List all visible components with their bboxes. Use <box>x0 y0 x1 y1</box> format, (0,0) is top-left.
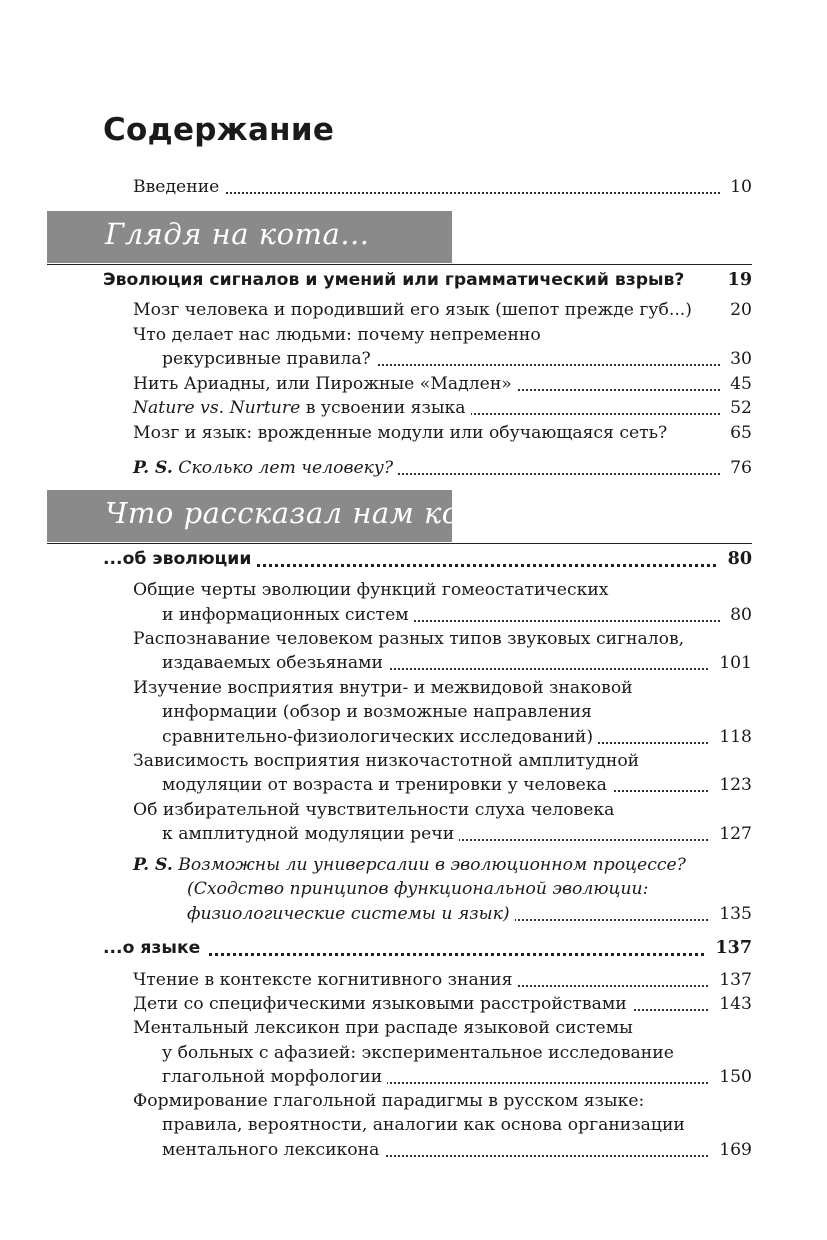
toc-section-language[interactable] <box>103 935 752 962</box>
toc-entry[interactable] <box>133 1065 752 1090</box>
toc-entry-title: Общие черты эволюции функций гомеостатических <box>133 578 614 603</box>
toc-entry-line[interactable] <box>133 578 752 603</box>
divider <box>47 543 752 544</box>
toc-page-number: 65 <box>720 421 752 446</box>
toc-page-number: 10 <box>720 175 752 200</box>
toc-page-number: 45 <box>720 372 752 397</box>
toc-entry-line[interactable] <box>133 1113 752 1138</box>
toc-entry-title: издаваемых обезьянами <box>162 651 388 676</box>
toc-page-number: 80 <box>718 546 752 573</box>
toc-entry-title: Об избирательной чувствительности слуха человека <box>133 798 619 823</box>
toc-entry-title: Зависимость восприятия низкочастотной амплитудной <box>133 749 644 774</box>
toc-entry-title: ментального лексикона <box>162 1138 384 1163</box>
toc-page-number: 30 <box>720 347 752 372</box>
toc-entry-title: Распознавание человеком разных типов звуковых сигналов, <box>133 627 689 652</box>
toc-page-number: 101 <box>709 651 752 676</box>
toc-entry-title: глагольной морфологии <box>162 1065 387 1090</box>
toc-section-title: ...об эволюции <box>103 546 257 573</box>
divider <box>47 264 752 265</box>
toc-page-number: 150 <box>709 1065 752 1090</box>
toc-page-number: 137 <box>709 968 752 993</box>
toc-entry-title: Изучение восприятия внутри- и межвидовой знаковой <box>133 676 638 701</box>
toc-entry-title: информации (обзор и возможные направления <box>162 700 597 725</box>
toc-page-number: 123 <box>709 773 752 798</box>
dot-leader <box>193 192 752 194</box>
toc-entry-title: рекурсивные правила? <box>162 347 376 372</box>
toc-entry-title: к амплитудной модуляции речи <box>162 822 459 847</box>
toc-entry-title: Нить Ариадны, или Пирожные «Мадлен» <box>133 372 517 397</box>
toc-entry-line[interactable] <box>133 798 752 823</box>
toc-entry-line[interactable] <box>133 627 752 652</box>
toc-entry[interactable] <box>133 968 752 993</box>
toc-entry-italic-part: Nature vs. Nurture <box>133 398 301 418</box>
toc-entry-line[interactable] <box>133 323 752 348</box>
toc-section-evolution[interactable] <box>103 546 752 573</box>
toc-entry-title: Что делает нас людьми: почему непременно <box>133 323 546 348</box>
toc-entry-title: сравнительно-физиологических исследований) <box>162 725 598 750</box>
toc-page-number: 127 <box>709 822 752 847</box>
ps-label: P. S. <box>133 855 173 875</box>
toc-page-number: 80 <box>720 603 752 628</box>
toc-entry[interactable] <box>133 603 752 628</box>
ps-text: Сколько лет человеку? <box>178 458 394 478</box>
toc-entry-ps[interactable] <box>133 456 752 481</box>
toc-page-number: 135 <box>709 902 752 927</box>
toc-entry-title: Мозг человека и породивший его язык (шепот прежде губ...) <box>133 298 697 323</box>
part-banner-title: Что рассказал нам кот... <box>105 496 517 530</box>
part-banner-1 <box>47 211 452 263</box>
part-banner-title: Глядя на кота... <box>105 217 370 251</box>
ps-text: Возможны ли универсалии в эволюционном процессе? <box>178 855 686 875</box>
toc-entry[interactable] <box>133 421 752 446</box>
dot-leader <box>203 564 752 567</box>
toc-section-title: ...о языке <box>103 935 206 962</box>
toc-entry-rest: в усвоении языка <box>300 398 466 418</box>
toc-entry-line[interactable] <box>133 1016 752 1041</box>
toc-page-number: 143 <box>709 992 752 1017</box>
toc-entry-ps-line[interactable] <box>133 877 752 902</box>
toc-page-number: 20 <box>720 298 752 323</box>
toc-section-title: Эволюция сигналов и умений или грамматический взрыв? <box>103 267 690 294</box>
toc-entry-title: Введение <box>133 175 224 200</box>
toc-entry[interactable] <box>133 992 752 1017</box>
toc-entry[interactable] <box>133 1138 752 1163</box>
ps-label: P. S. <box>133 458 173 478</box>
toc-entry-line[interactable] <box>133 749 752 774</box>
toc-entry[interactable] <box>133 773 752 798</box>
toc-section-evolution-signals[interactable] <box>103 267 752 294</box>
part-banner-2 <box>47 490 517 542</box>
toc-entry-title: Дети со специфическими языковыми расстройствами <box>133 992 632 1017</box>
toc-entry[interactable] <box>133 347 752 372</box>
toc-entry-ps-line[interactable] <box>133 853 752 878</box>
toc-entry-ps[interactable] <box>133 902 752 927</box>
toc-entry-title <box>133 456 398 481</box>
toc-entry-line[interactable] <box>133 676 752 701</box>
ps-text: физиологические системы и язык) <box>187 902 515 927</box>
toc-entry-title <box>133 396 471 421</box>
toc-entry[interactable] <box>133 372 752 397</box>
toc-entry-title: Ментальный лексикон при распаде языковой системы <box>133 1016 638 1041</box>
toc-entry-title: правила, вероятности, аналогии как основа организации <box>162 1113 690 1138</box>
toc-page-number: 169 <box>709 1138 752 1163</box>
toc-page-number: 19 <box>718 267 752 294</box>
toc-entry[interactable] <box>133 396 752 421</box>
toc-entry-title <box>133 853 691 878</box>
toc-entry[interactable] <box>133 725 752 750</box>
toc-entry-line[interactable] <box>133 1089 752 1114</box>
toc-page-number: 76 <box>720 456 752 481</box>
toc-entry-title: модуляции от возраста и тренировки у человека <box>162 773 612 798</box>
toc-page-number: 137 <box>705 935 752 962</box>
toc-entry-title: у больных с афазией: экспериментальное исследование <box>162 1041 679 1066</box>
toc-entry-line[interactable] <box>133 700 752 725</box>
page-title: Содержание <box>103 112 335 148</box>
toc-entry-intro[interactable] <box>133 175 752 200</box>
dot-leader <box>203 953 752 956</box>
ps-text: (Сходство принципов функциональной эволюции: <box>187 877 653 902</box>
toc-entry-line[interactable] <box>133 1041 752 1066</box>
toc-entry-title: Чтение в контексте когнитивного знания <box>133 968 518 993</box>
toc-page-number: 52 <box>720 396 752 421</box>
toc-entry[interactable] <box>133 651 752 676</box>
toc-page-number: 118 <box>709 725 752 750</box>
toc-entry-title: и информационных систем <box>162 603 414 628</box>
toc-entry[interactable] <box>133 298 752 323</box>
toc-entry-title: Мозг и язык: врожденные модули или обучающаяся сеть? <box>133 421 672 446</box>
toc-entry-title: Формирование глагольной парадигмы в русском языке: <box>133 1089 649 1114</box>
toc-entry[interactable] <box>133 822 752 847</box>
